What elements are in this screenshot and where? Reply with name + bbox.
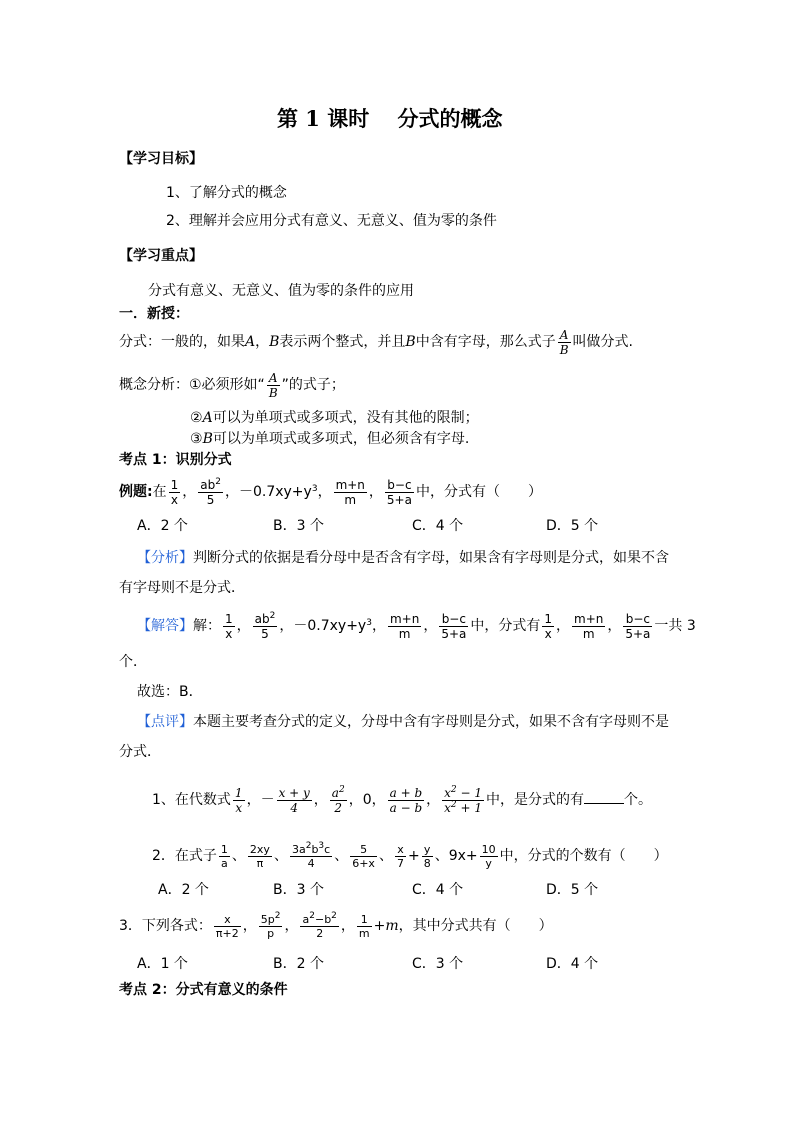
- goal-item-2: 2、理解并会应用分式有意义、无意义、值为零的条件: [166, 213, 497, 229]
- numerator: m+n: [389, 611, 420, 626]
- fraction-a-over-b: [558, 328, 571, 357]
- definition-text: 表示两个整式，并且: [279, 334, 406, 350]
- exponent: 3: [311, 484, 318, 494]
- separator: 、: [378, 848, 393, 864]
- exponent: 2: [305, 840, 312, 851]
- fraction-mn-over-m: [334, 478, 367, 507]
- example-option-b: B．3 个: [273, 518, 324, 534]
- fraction-a2b2-over-2: [300, 910, 338, 940]
- numerator: y: [422, 843, 433, 857]
- numerator: [198, 478, 223, 493]
- plus-sign: +: [407, 848, 420, 864]
- numerator: x + y: [278, 785, 310, 800]
- denominator: π: [256, 856, 264, 870]
- denominator: 5: [261, 626, 269, 641]
- fraction-x-over-7: [395, 843, 406, 870]
- concept-marker: ②: [190, 410, 203, 426]
- numerator-base: a: [331, 785, 339, 800]
- numerator: 1: [544, 611, 552, 626]
- fraction-bc-over-5a: [623, 612, 652, 641]
- fraction-a2-over-2: [330, 786, 347, 815]
- example-term: －0.7xy+y: [238, 484, 312, 500]
- answer-tag: 【解答】: [137, 618, 193, 634]
- concept-text: 可以为单项式或多项式，但必须含有字母.: [212, 431, 470, 447]
- answer-line: 【解答】解： $\frac{1}{x}$ ， $\frac{ab^2}{5}$ ，$-0.7xy+y^3$， $\frac{m+n}{m}$ ， $\frac{b-c}{5+a}$ 中，分式有 $\frac{1}{x}$ ， $\frac{m+n}{m}$ ， $\frac{b-c}{5+a}$ 一共 3: [137, 610, 696, 641]
- fraction-2xy-over-pi: [248, 843, 272, 870]
- concept-line-2: [190, 408, 479, 428]
- analysis-line-1: [137, 548, 669, 568]
- denominator-base: x: [444, 800, 451, 815]
- numerator-base: ab: [254, 611, 270, 626]
- denominator: x: [170, 492, 178, 507]
- term-9x: 9x+: [448, 848, 478, 864]
- denominator: 5: [206, 492, 215, 507]
- minus-sign: −: [314, 912, 325, 926]
- denominator: x: [225, 626, 233, 641]
- exponent: 2: [338, 784, 345, 795]
- numerator: m+n: [335, 477, 365, 492]
- exponent: 3: [318, 840, 325, 851]
- denominator: 5+a: [386, 492, 412, 507]
- fraction-ab2-over-5: [253, 612, 278, 641]
- q3-option-a: A．1 个: [137, 956, 188, 972]
- zero-term: 0，: [362, 792, 386, 808]
- numerator-base: 5p: [260, 912, 275, 926]
- var-b: B: [269, 334, 280, 350]
- numerator-part: c: [324, 842, 331, 856]
- numerator-part: b: [324, 912, 332, 926]
- focus-text: 分式有意义、无意义、值为零的条件的应用: [148, 283, 414, 299]
- q2-option-c: C．4 个: [412, 882, 464, 898]
- denominator: x: [544, 626, 552, 641]
- choose-line: 故选：B．: [137, 684, 203, 700]
- question-text: 个。: [623, 792, 652, 808]
- example-text: 在: [152, 484, 167, 500]
- q2-option-a: A．2 个: [158, 882, 209, 898]
- numerator-part: 3a: [291, 842, 306, 856]
- question-text: 中，分式的个数有（ ）: [499, 848, 668, 864]
- exponent: 3: [366, 618, 372, 628]
- fraction-apb-over-amb: [388, 786, 425, 815]
- fraction-x-over-pi2: [214, 913, 241, 940]
- exponent: 2: [215, 476, 221, 487]
- new-lesson-heading: 一．新授：: [119, 306, 189, 322]
- analysis-text: 判断分式的依据是看分母中是否含有字母，如果含有字母则是分式，如果不含: [193, 550, 669, 566]
- separator: 、: [231, 848, 246, 864]
- numerator: b−c: [385, 478, 414, 493]
- exponent: 2: [269, 610, 276, 621]
- numerator-tail: − 1: [456, 785, 482, 800]
- denominator: B: [559, 342, 569, 357]
- fraction-y-over-8: [422, 843, 433, 870]
- denominator: 5+a: [441, 626, 467, 641]
- definition-text: 叫做分式.: [572, 334, 633, 350]
- numerator: [290, 840, 332, 857]
- separator: 、: [334, 848, 349, 864]
- q3-option-c: C．3 个: [412, 956, 464, 972]
- example-option-a: A．2 个: [137, 518, 188, 534]
- q3-option-d: D．4 个: [546, 956, 599, 972]
- example-option-c: C．4 个: [412, 518, 464, 534]
- answer-text: 一共 3: [654, 618, 696, 634]
- numerator: x: [214, 913, 241, 927]
- numerator: [300, 910, 338, 927]
- denominator: x: [235, 800, 243, 815]
- term-m: +m: [373, 918, 399, 934]
- numerator: 10: [481, 842, 496, 856]
- numerator: 1: [220, 842, 228, 856]
- definition-line: [119, 325, 633, 359]
- fraction-1-over-m: [357, 913, 372, 940]
- denominator: 2: [334, 800, 343, 815]
- fraction-bc-over-5a: [439, 612, 468, 641]
- denominator: y: [485, 856, 492, 870]
- denominator: 8: [423, 856, 431, 870]
- kaodian-1-heading: 考点 1：识别分式: [119, 452, 232, 468]
- fraction-1-over-x: [169, 478, 181, 507]
- denominator: m: [358, 926, 370, 940]
- concept-text: 可以为单项式或多项式，没有其他的限制；: [212, 410, 479, 426]
- denominator: m: [344, 492, 357, 507]
- definition-text: 中含有字母，那么式子: [415, 334, 556, 350]
- denominator: m: [582, 626, 595, 641]
- numerator: [253, 612, 278, 627]
- answer-term: －0.7xy+y: [293, 618, 367, 634]
- var-b: B: [405, 334, 416, 350]
- numerator: A: [267, 371, 280, 386]
- denominator: 7: [396, 856, 404, 870]
- denominator: [442, 801, 484, 815]
- denominator: 2: [316, 926, 324, 940]
- denominator: B: [268, 385, 278, 400]
- numerator: A: [558, 328, 571, 343]
- var-a: A: [245, 334, 256, 350]
- q2-option-b: B．3 个: [273, 882, 324, 898]
- var-b: B: [202, 431, 213, 447]
- numerator-base: x: [444, 785, 451, 800]
- denominator: 6+x: [352, 856, 375, 870]
- numerator: [330, 786, 347, 801]
- example-text: 中，分式有（ ）: [415, 484, 542, 500]
- fraction-5p2-over-p: [259, 910, 283, 940]
- numerator: x: [395, 843, 406, 857]
- separator: 、: [273, 848, 288, 864]
- section-goals-heading: 【学习目标】: [119, 151, 203, 167]
- denominator: p: [267, 926, 275, 940]
- question-1: 1、在代数式 $\frac{1}{x}$ ，－ $\frac{x + y}{4}$ ， $\frac{a^2}{2}$ ，0， $\frac{a + b}{a - b}$ ， $\frac{x^2 - 1}{x^2 + 1}$ 中，是分式的有 个。: [152, 784, 652, 815]
- fraction-xy-over-4: [277, 786, 312, 815]
- section-focus-heading: 【学习重点】: [119, 248, 203, 264]
- numerator-part: b: [311, 842, 319, 856]
- denominator: π+2: [215, 926, 239, 940]
- denominator: a: [221, 856, 228, 870]
- numerator: 1: [234, 785, 243, 800]
- answer-line-2: 个．: [119, 654, 147, 670]
- example-label: 例题:: [119, 484, 153, 500]
- comment-line-2: 分式．: [119, 744, 161, 760]
- definition-text: 分式：一般的，如果: [119, 334, 245, 350]
- exponent: 2: [309, 910, 315, 921]
- concept-line-3: [190, 429, 469, 449]
- example-option-d: D．5 个: [546, 518, 599, 534]
- fraction-ab2-over-5: [198, 478, 223, 507]
- numerator: b−c: [439, 612, 468, 627]
- question-text: ，其中分式共有（ ）: [398, 918, 553, 934]
- comma: ，: [255, 334, 270, 350]
- kaodian-2-heading: 考点 2：分式有意义的条件: [119, 982, 288, 998]
- fraction-1-over-x: [223, 612, 235, 641]
- fraction-1-over-x: [233, 786, 245, 815]
- comment-line-1: [137, 712, 669, 732]
- denominator: 5+a: [625, 626, 651, 641]
- example-line: 例题:在 $\frac{1}{x}$ ， $\frac{ab^2}{5}$ ，$-0.7xy+y^3$， $\frac{m+n}{m}$ ， $\frac{b-c}{5+a}$ 中，分式有（ ）: [119, 476, 542, 507]
- concept-marker: ③: [190, 431, 203, 447]
- denominator: a − b: [389, 800, 423, 815]
- denominator: 4: [290, 800, 298, 815]
- question-3: 3．下列各式： $\frac{x}{\pi+2}$ ， $\frac{5p^2}{p}$ ， $\frac{a^2-b^2}{2}$ ， $\frac{1}{m}$ +m，其中分式共有（ ）: [119, 910, 553, 940]
- fraction-10-over-y: [480, 843, 498, 870]
- analysis-tag: 【分析】: [137, 550, 193, 566]
- question-text: 中，是分式的有: [485, 792, 584, 808]
- analysis-line-2: 有字母则不是分式．: [119, 580, 245, 596]
- numerator: m+n: [574, 611, 604, 626]
- fraction-bc-over-5a: [385, 478, 414, 507]
- concept-line-1: [119, 368, 345, 402]
- denominator: 4: [307, 856, 315, 870]
- fraction-1-over-a: [219, 843, 230, 870]
- page-title: 第 1 课时 分式的概念: [277, 106, 503, 131]
- q2-option-d: D．5 个: [546, 882, 599, 898]
- question-text: 3．下列各式：: [119, 918, 212, 934]
- numerator: 2xy: [249, 842, 270, 856]
- question-text: 1、在代数式: [152, 792, 231, 808]
- fraction-mn-over-m: [572, 612, 605, 641]
- separator: 、: [434, 848, 449, 864]
- question-2: [152, 836, 668, 876]
- question-text: 2．在式子: [152, 848, 217, 864]
- numerator-part: a: [302, 912, 310, 926]
- comment-tag: 【点评】: [137, 714, 193, 730]
- var-a: A: [202, 410, 213, 426]
- concept-text: 概念分析：①必须形如“: [119, 377, 265, 393]
- numerator: 1: [225, 611, 233, 626]
- fraction-x2m1-over-x2p1: [442, 786, 484, 815]
- numerator: 1: [357, 913, 372, 927]
- answer-blank[interactable]: [584, 789, 624, 804]
- numerator: b−c: [623, 612, 652, 627]
- exponent: 2: [274, 910, 281, 921]
- denominator: m: [398, 626, 411, 641]
- fraction-1-over-x: [542, 612, 554, 641]
- numerator: 5: [350, 843, 377, 857]
- answer-text: 解：: [193, 618, 221, 634]
- concept-text: ”的式子；: [281, 377, 345, 393]
- numerator: [442, 786, 484, 801]
- goal-item-1: 1、了解分式的概念: [166, 185, 287, 201]
- comment-text: 本题主要考查分式的定义，分母中含有字母则是分式，如果不含有字母则不是: [193, 714, 669, 730]
- q3-option-b: B．2 个: [273, 956, 324, 972]
- exponent: 2: [331, 910, 337, 921]
- fraction-mn-over-m: [388, 612, 421, 641]
- numerator-base: ab: [200, 477, 216, 492]
- fraction-5-over-6x: [350, 843, 377, 870]
- fraction-a-over-b: [267, 371, 280, 400]
- exponent: 2: [450, 784, 457, 795]
- numerator: 1: [170, 477, 179, 492]
- fraction-3a2b3c-over-4: [290, 840, 332, 870]
- numerator: a + b: [389, 785, 423, 800]
- answer-text: 中，分式有: [470, 618, 541, 634]
- numerator: [259, 910, 283, 927]
- minus-sign: －: [260, 792, 275, 808]
- exponent: 2: [450, 799, 457, 810]
- denominator-tail: + 1: [456, 800, 482, 815]
